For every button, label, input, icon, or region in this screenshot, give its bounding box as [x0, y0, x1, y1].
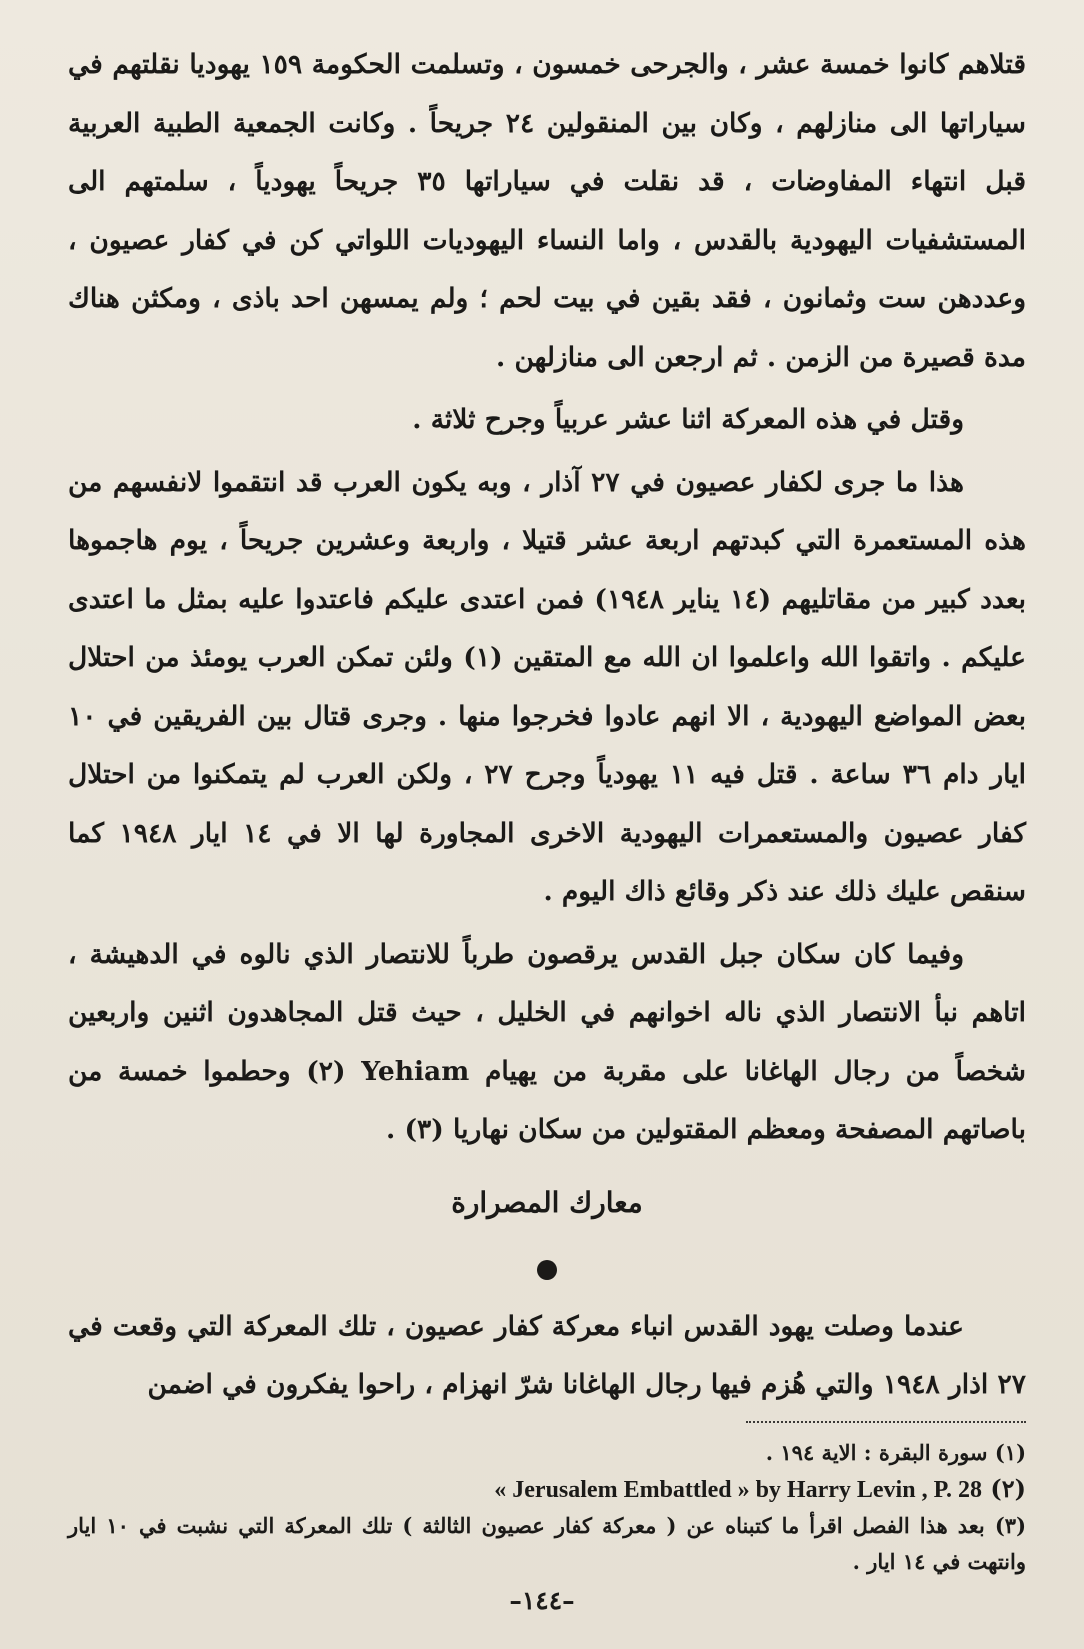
section-ornament: [68, 1234, 1026, 1280]
paragraph-4: وفيما كان سكان جبل القدس يرقصون طرباً للانتصار الذي نالوه في الدهيشة ، اتاهم نبأ الانتصار الذي ناله اخوانهم في الخليل ، حيث قتل المجاهدون اثنين واربعين شخصاً من رجال الهاغانا على مقربة من يهيام Yehiam (٢) وحطموا خمسة من باصاتهم المصفحة ومعظم المقتولين من سكان نهاريا (٣) .: [68, 938, 1026, 1145]
page-number: –١٤٤–: [509, 1586, 575, 1615]
footnotes: [68, 1435, 1026, 1580]
paragraph-5: عندما وصلت يهود القدس انباء معركة كفار عصيون ، تلك المعركة التي وقعت في ٢٧ اذار ١٩٤٨ والتي هُزم فيها رجال الهاغانا شرّ انهزام ، راحوا يفكرون في اضمن: [68, 1310, 1026, 1400]
page-body: [68, 36, 1026, 1580]
footnote-number: (٣): [994, 1512, 1027, 1538]
footnote-text: سورة البقرة : الاية ١٩٤ .: [765, 1439, 988, 1465]
bullet-dot-icon: [537, 1260, 557, 1280]
section-heading: معارك المصرارة: [451, 1185, 643, 1219]
footnote-divider: [746, 1421, 1026, 1423]
footnote-text: بعد هذا الفصل اقرأ ما كتبناه عن ( معركة كفار عصيون الثالثة ) تلك المعركة التي نشبت في ١٠ ايار وانتهت في ١٤ ايار .: [68, 1512, 1026, 1574]
footnote-1: [68, 1435, 1026, 1471]
paragraph-3: هذا ما جرى لكفار عصيون في ٢٧ آذار ، وبه يكون العرب قد انتقموا لانفسهم من هذه المستعمرة التي كبدتهم اربعة عشر قتيلا ، واربعة وعشرين جريحاً ، يوم هاجموها بعدد كبير من مقاتليهم (١٤ يناير ١٩٤٨) فمن اعتدى عليكم فاعتدوا عليه بمثل ما اعتدى عليكم . واتقوا الله واعلموا ان الله مع المتقين (١) ولئن تمكن العرب يومئذ من احتلال بعض المواضع اليهودية ، الا انهم عادوا فخرجوا منها . وجرى قتال بين الفريقين في ١٠ ايار دام ٣٦ ساعة . قتل فيه ١١ يهودياً وجرح ٢٧ ، ولكن العرب لم يتمكنوا من احتلال كفار عصيون والمستعمرات اليهودية الاخرى المجاورة لها الا في ١٤ ايار ١٩٤٨ كما سنقص عليك ذلك عند ذكر وقائع ذاك اليوم .: [68, 466, 1027, 907]
footnote-number: (٢): [990, 1473, 1026, 1503]
footnote-2: [68, 1471, 1026, 1508]
footnote-number: (١): [994, 1439, 1026, 1465]
footnote-text: « Jerusalem Embattled » by Harry Levin , P. 28: [494, 1476, 983, 1503]
footnote-3: [68, 1508, 1026, 1580]
paragraph-1: قتلاهم كانوا خمسة عشر ، والجرحى خمسون ، وتسلمت الحكومة ١٥٩ يهوديا نقلتهم في سياراتها الى منازلهم ، وكان بين المنقولين ٢٤ جريحاً . وكانت الجمعية الطبية العربية قبل انتهاء المفاوضات ، قد نقلت في سياراتها ٣٥ جريحاً يهودياً ، سلمتهم الى المستشفيات اليهودية بالقدس ، واما النساء اليهوديات اللواتي كن في كفار عصيون ، وعددهن ست وثمانون ، فقد بقين في بيت لحم ؛ ولم يمسهن احد باذى ، ومكثن هناك مدة قصيرة من الزمن . ثم ارجعن الى منازلهن .: [68, 49, 1026, 373]
paragraph-2: وقتل في هذه المعركة اثنا عشر عربياً وجرح ثلاثة .: [412, 404, 964, 435]
